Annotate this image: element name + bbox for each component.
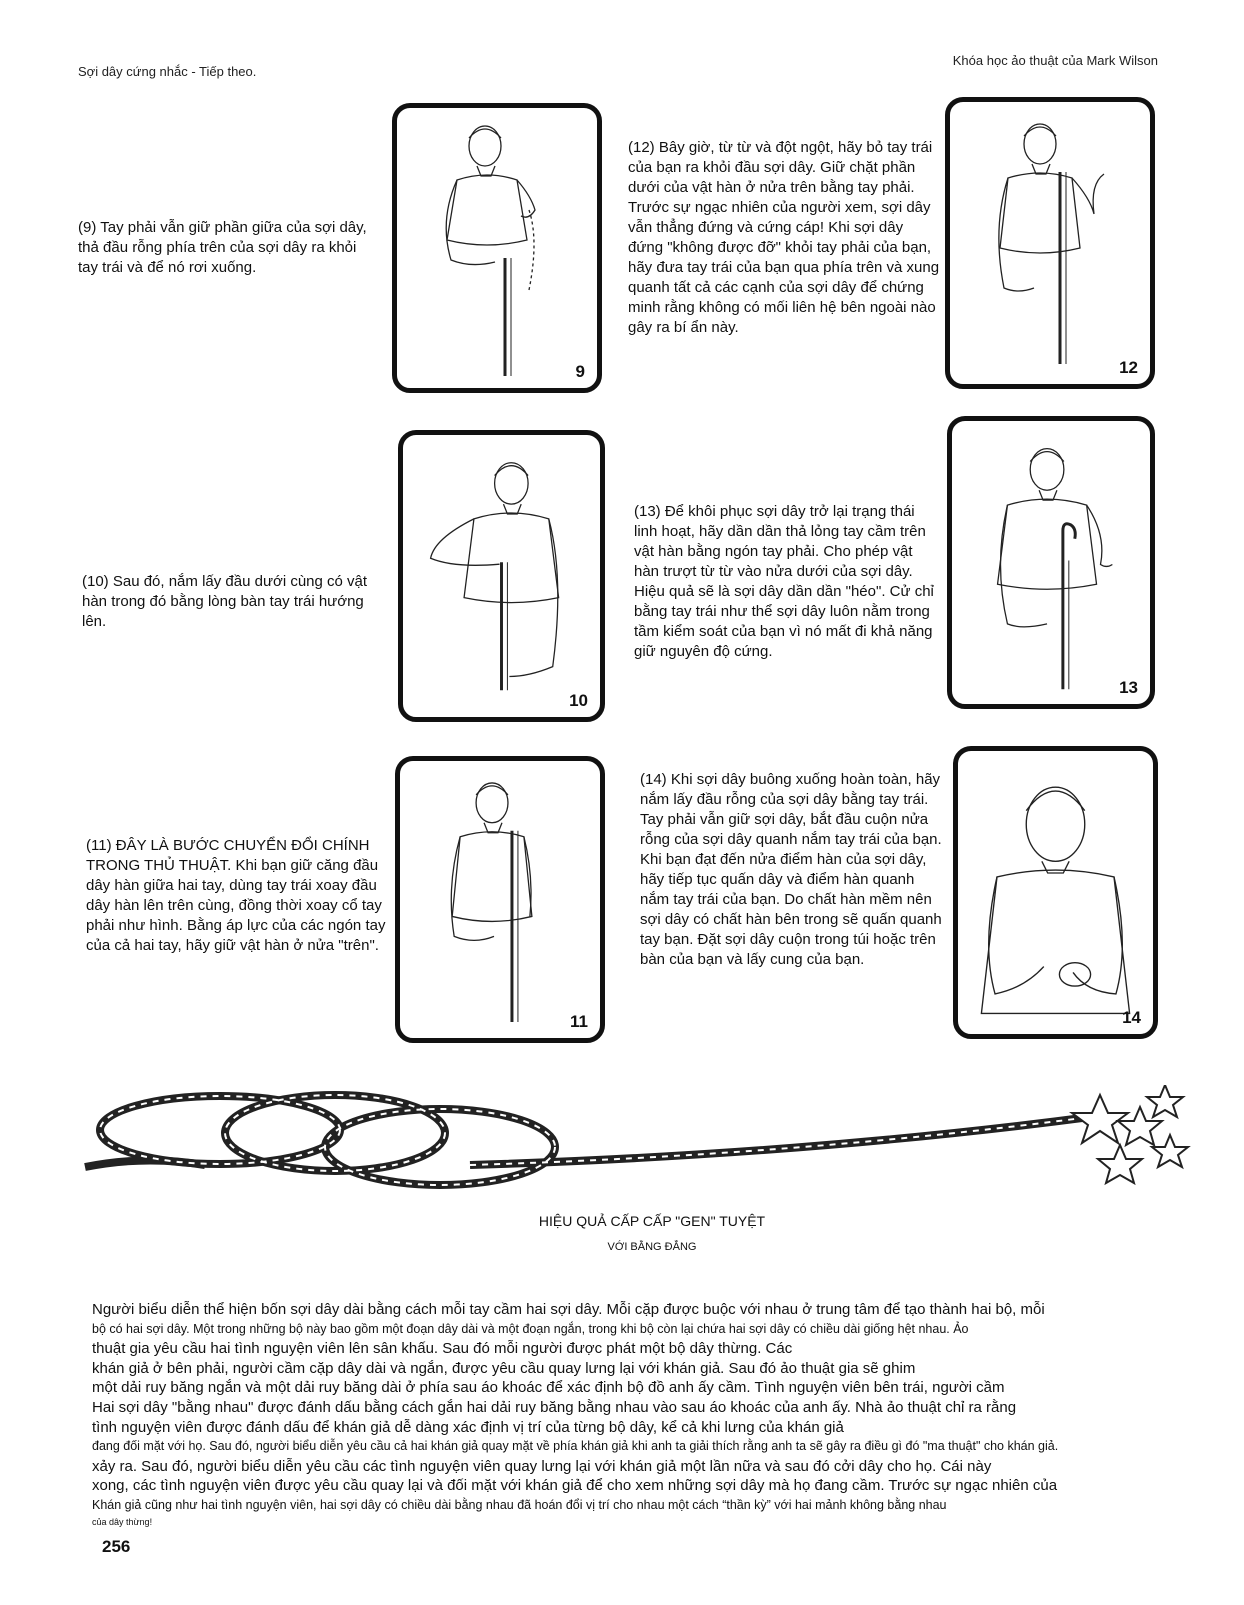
page-number: 256 <box>102 1537 131 1556</box>
illustration-panel-9 <box>392 103 602 393</box>
illustration-panel-10 <box>398 430 605 722</box>
illustration-panel-14 <box>953 746 1158 1039</box>
section-title: HIỆU QUẢ CẤP CẤP "GEN" TUYỆT <box>538 1213 766 1229</box>
magician-illustration-10 <box>403 435 600 717</box>
body-line: bộ có hai sợi dây. Một trong những bộ này bao gồm một đoạn dây dài và một đoạn ngắn, trong khi bộ còn lại chứa hai sợi dây có chiều dài giống hệt nhau. Ảo <box>92 1321 969 1336</box>
magician-illustration-14 <box>958 751 1153 1034</box>
body-line: xảy ra. Sau đó, người biểu diễn yêu cầu các tình nguyện viên quay lưng lại với khán giả một lần nữa và sau đó cởi dây cho họ. Cái này <box>92 1457 992 1475</box>
body-line: xong, các tình nguyện viên được yêu cầu quay lại và đối mặt với khán giả để cho xem những sợi dây mà họ đang cầm. Trước sự ngạc nhiên của <box>92 1477 1058 1495</box>
body-line: của dây thừng! <box>92 1516 153 1527</box>
illustration-panel-12 <box>945 97 1155 389</box>
caption-step-13: (13) Để khôi phục sợi dây trở lại trạng thái linh hoạt, hãy dần dần thả lỏng tay cầm trên vật hàn bằng ngón tay phải. Cho phép vật hàn trượt từ từ vào nửa dưới của sợi dây. Hiệu quả sẽ là sợi dây dần dần "héo". Cử chỉ bằng tay trái như thể sợi dây luôn nằm trong tầm kiểm soát của bạn vì nó mất đi khả năng giữ nguyên độ cứng. <box>634 503 934 660</box>
caption-step-14: (14) Khi sợi dây buông xuống hoàn toàn, hãy nắm lấy đầu rỗng của sợi dây bằng tay trái. Tay phải vẫn giữ sợi dây, bắt đầu cuộn nửa rỗng của sợi dây quanh nắm tay trái của bạn. Khi bạn đạt đến nửa điểm hàn của sợi dây, hãy tiếp tục quấn dây và điểm hàn quanh nắm tay trái của bạn. Do chất hàn mềm nên sợi dây có chất hàn bên trong sẽ quấn quanh tay bạn. Đặt sợi dây cuộn trong túi hoặc trên bàn của bạn và lấy cung của bạn. <box>640 771 942 968</box>
body-line: đang đối mặt với họ. Sau đó, người biểu diễn yêu cầu cả hai khán giả quay mặt về phía khán giả khi anh ta giải thích rằng anh ta sẽ gây ra điều gì đó "ma thuật" cho khán giả. <box>92 1439 1059 1454</box>
panel-number-12: 12 <box>1119 358 1138 377</box>
magician-illustration-12 <box>950 102 1150 384</box>
body-text <box>92 1300 1182 1529</box>
body-line: Người biểu diễn thể hiện bốn sợi dây dài bằng cách mỗi tay cầm hai sợi dây. Mỗi cặp được buộc với nhau ở trung tâm để tạo thành hai bộ, mỗi <box>92 1301 1045 1318</box>
rope-divider-illustration <box>80 1085 1200 1215</box>
illustration-panel-11 <box>395 756 605 1043</box>
panel-number-10: 10 <box>569 691 588 710</box>
body-line: khán giả ở bên phải, người cầm cặp dây dài và ngắn, được yêu cầu quay lưng lại với khán giả. Sau đó ảo thuật gia sẽ ghim <box>92 1359 916 1377</box>
running-header-left: Sợi dây cứng nhắc - Tiếp theo. <box>78 64 257 79</box>
caption-step-9: (9) Tay phải vẫn giữ phần giữa của sợi dây, thả đầu rỗng phía trên của sợi dây ra khỏi tay trái và để nó rơi xuống. <box>78 219 367 276</box>
panel-number-14: 14 <box>1122 1008 1141 1027</box>
caption-step-12: (12) Bây giờ, từ từ và đột ngột, hãy bỏ tay trái của bạn ra khỏi đầu sợi dây. Giữ chặt phần dưới của vật hàn ở nửa trên bằng tay phải. Trước sự ngạc nhiên của người xem, sợi dây vẫn thẳng đứng và cứng cáp! Khi sợi dây đứng "không được đỡ" khỏi tay phải của bạn, hãy đưa tay trái của bạn qua phía trên và xung quanh tất cả các cạnh của sợi dây để chứng minh rằng không có mối liên hệ bên ngoài nào gây ra bí ẩn này. <box>628 139 940 336</box>
magician-illustration-11 <box>400 761 600 1038</box>
body-line: Khán giả cũng như hai tình nguyện viên, hai sợi dây có chiều dài bằng nhau đã hoán đổi vị trí cho nhau một cách “thần kỳ” với hai mảnh không bằng nhau <box>92 1497 947 1512</box>
panel-number-11: 11 <box>570 1012 588 1031</box>
illustration-panel-13 <box>947 416 1155 709</box>
panel-number-13: 13 <box>1119 678 1138 697</box>
body-line: Hai sợi dây "bằng nhau" được đánh dấu bằng cách gắn hai dải ruy băng bằng nhau vào sau áo khoác của anh ấy. Nhà ảo thuật chỉ ra rằng <box>92 1398 1017 1416</box>
running-header-right: Khóa học ảo thuật của Mark Wilson <box>952 53 1158 68</box>
body-line: thuật gia yêu cầu hai tình nguyện viên lên sân khấu. Sau đó mỗi người được phát một bộ dây thừng. Các <box>92 1340 793 1358</box>
caption-step-10: (10) Sau đó, nắm lấy đầu dưới cùng có vật hàn trong đó bằng lòng bàn tay trái hướng lên. <box>82 573 368 630</box>
body-line: tình nguyện viên được đánh dấu để khán giả dễ dàng xác định vị trí của từng bộ dây, kể cả khi lưng của khán giả <box>92 1418 844 1436</box>
panel-number-9: 9 <box>575 362 585 381</box>
caption-step-11: (11) ĐÂY LÀ BƯỚC CHUYỂN ĐỔI CHÍNH TRONG THỦ THUẬT. Khi bạn giữ căng đầu dây hàn giữa hai tay, dùng tay trái xoay đầu dây hàn lên trên cùng, đồng thời xoay cổ tay phải như hình. Bằng áp lực của các ngón tay của cả hai tay, hãy giữ vật hàn ở nửa "trên". <box>86 837 386 954</box>
magician-illustration-9 <box>397 108 597 388</box>
body-line: một dải ruy băng ngắn và một dải ruy băng dài ở phía sau áo khoác để xác định bộ đồ anh ấy cầm. Tình nguyện viên bên trái, người cầm <box>92 1379 1005 1397</box>
magician-illustration-13 <box>952 421 1150 704</box>
section-subtitle: VỚI BẰNG ĐẲNG <box>607 1241 697 1253</box>
